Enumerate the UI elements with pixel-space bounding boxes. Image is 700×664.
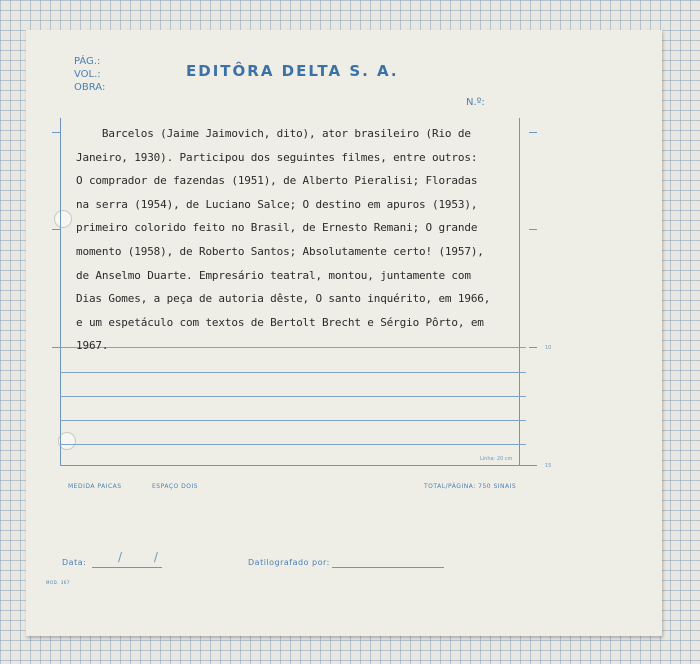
left-tick-mark bbox=[52, 347, 60, 348]
form-code: MOD. 367 bbox=[46, 580, 70, 585]
typed-line: Barcelos (Jaime Jaimovich, dito), ator brasileiro (Rio de bbox=[76, 127, 471, 140]
right-tick-mark bbox=[529, 465, 537, 466]
typed-line: 1967. bbox=[76, 339, 109, 353]
typed-line: primeiro colorido feito no Brasil, de Ernesto Remani; O grande bbox=[76, 221, 478, 235]
typed-line: momento (1958), de Roberto Santos; Absolutamente certo! (1957), bbox=[76, 244, 484, 258]
frame-bottom-border bbox=[60, 465, 530, 466]
left-tick-mark bbox=[52, 229, 60, 230]
punch-hole-top bbox=[54, 210, 72, 228]
vol-label: VOL.: bbox=[74, 69, 101, 80]
frame-left-border bbox=[60, 118, 61, 466]
total-label: TOTAL/PÁGINA: 750 SINAIS bbox=[424, 483, 517, 490]
date-value: / / bbox=[118, 550, 172, 564]
ruled-line bbox=[60, 444, 526, 445]
ruled-line bbox=[60, 396, 526, 397]
typed-line: O comprador de fazendas (1951), de Alberto Pieralisi; Floradas bbox=[76, 174, 478, 188]
typed-text-block bbox=[76, 122, 556, 358]
ruled-line bbox=[60, 372, 526, 373]
typed-line: Janeiro, 1930). Participou dos seguintes filmes, entre outros: bbox=[76, 150, 478, 164]
typed-line: e um espetáculo com textos de Bertolt Brecht e Sérgio Pôrto, em bbox=[76, 315, 484, 329]
typed-by-label: Datilografado por: bbox=[248, 558, 330, 567]
date-line bbox=[92, 567, 162, 568]
typed-line: na serra (1954), de Luciano Salce; O destino em apuros (1953), bbox=[76, 197, 478, 211]
margin-mark-15: 15 bbox=[545, 463, 552, 469]
left-tick-mark bbox=[52, 132, 60, 133]
spacing-label: ESPAÇO DOIS bbox=[152, 483, 199, 490]
typed-line: Dias Gomes, a peça de autoria dêste, O santo inquérito, em 1966, bbox=[76, 292, 491, 306]
company-title: EDITÔRA DELTA S. A. bbox=[186, 62, 399, 80]
margin-mark-10: 10 bbox=[545, 345, 552, 351]
date-label: Data: bbox=[62, 558, 87, 567]
obra-label: OBRA: bbox=[74, 82, 106, 93]
number-label: N.º: bbox=[466, 97, 485, 108]
measure-label: MEDIDA PAICAS bbox=[68, 483, 122, 490]
lines-note: Linha: 20 cm bbox=[480, 456, 513, 462]
typed-line: de Anselmo Duarte. Empresário teatral, montou, juntamente com bbox=[76, 268, 471, 282]
typed-by-line bbox=[332, 567, 444, 568]
ruled-line bbox=[60, 420, 526, 421]
pag-label: PÁG.: bbox=[74, 56, 101, 67]
